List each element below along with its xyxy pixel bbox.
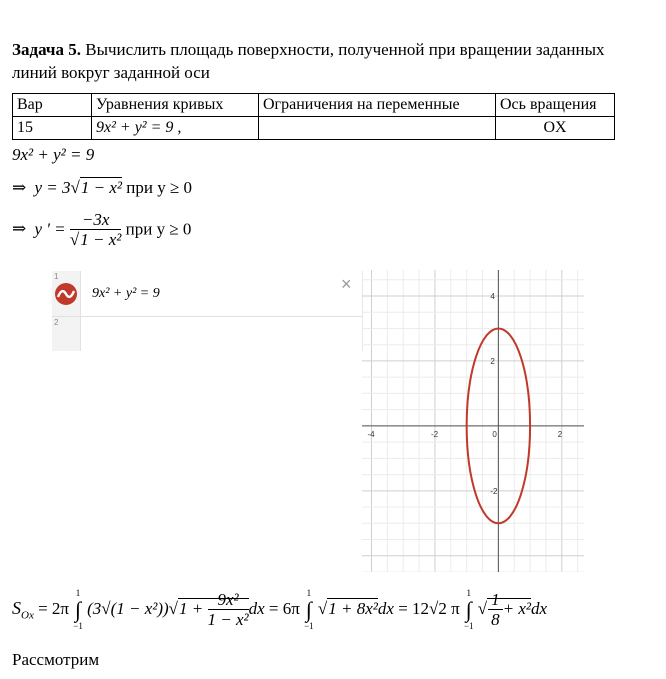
x-tick-label: -4 (367, 429, 375, 439)
integral-factor-2: = 6π (268, 598, 300, 618)
eq3-fraction: $\frac{-3x}{\text{√1 − x²}}$ (69, 210, 122, 249)
surface-integral: $S_{Ox} = 2\pi$ 1 ∫ −1 (3√(1 − x²))√1 + $\frac{\text{9x²}}{\text{1 − x²}}$ dx = 6π 1 ∫ −1 √1 + 8x²dx = 12√2 π 1 ∫ −1 √ $\frac{1}{8}$ + x²dx (12, 588, 548, 631)
row-number-1: 1 (54, 272, 59, 281)
integral-sign-1: 1 ∫ −1 (73, 588, 83, 631)
integral-factor-1: = 2π (38, 598, 69, 618)
equation-2: ⇒ y = 3√1 − x² при y ≥ 0 (12, 178, 193, 197)
y-tick-label: 4 (490, 291, 495, 301)
integrand-2: 1 + 8x² (328, 598, 378, 618)
implies-arrow: ⇒ (12, 219, 27, 239)
header-var: Вар (13, 94, 92, 117)
integral-factor-3: = 12√2 π (398, 598, 460, 618)
cell-limits (259, 117, 496, 140)
integrand-3-fraction: $\frac{1}{8}$ (488, 591, 503, 630)
equation-1: 9x² + y² = 9 (12, 145, 95, 164)
header-curves: Уравнения кривых (92, 94, 259, 117)
expression-divider (52, 316, 362, 317)
expression-panel (52, 271, 363, 351)
cell-curves: 9x² + y² = 9 , (92, 117, 259, 140)
y-tick-label: 2 (490, 356, 495, 366)
eq3-denominator: 1 − x² (80, 230, 122, 249)
x-tick-label: -2 (430, 429, 439, 439)
desmos-logo-icon (54, 282, 78, 306)
x-tick-label: 0 (492, 429, 497, 439)
task-label: Задача 5. (12, 40, 81, 59)
table-row (13, 117, 615, 140)
close-icon[interactable]: × (341, 274, 352, 294)
expression-input[interactable]: 9x² + y² = 9 (92, 286, 160, 301)
cell-var: 15 (13, 117, 92, 140)
eq2-condition: при y ≥ 0 (126, 178, 193, 197)
header-axis: Ось вращения (496, 94, 615, 117)
eq2-lhs: y = 3 (34, 178, 71, 197)
s-subscript: Ox (21, 609, 34, 622)
integral-sign-2: 1 ∫ −1 (304, 588, 314, 631)
eq3-condition: при y ≥ 0 (125, 219, 192, 239)
eq3-lhs: y ' = (34, 219, 66, 239)
integral-sign-3: 1 ∫ −1 (463, 588, 474, 631)
eq2-radicand: 1 − x² (80, 178, 122, 197)
dx-1: dx (248, 598, 265, 618)
integrand-outer: (3√(1 − x²)) (87, 598, 169, 618)
task-table (12, 93, 615, 140)
s-symbol: S (12, 597, 21, 618)
eq3-numerator: −3x (70, 211, 121, 230)
integrand-fraction: $\frac{\text{9x²}}{\text{1 − x²}}$ (207, 589, 249, 629)
graph-area[interactable] (362, 270, 584, 572)
dx-2: dx (377, 598, 394, 618)
y-tick-label: -2 (490, 486, 498, 496)
implies-arrow: ⇒ (12, 178, 27, 197)
header-limits: Ограничения на переменные (259, 94, 496, 117)
row-number-2: 2 (54, 318, 59, 327)
cell-axis: OX (496, 117, 615, 140)
table-header-row (13, 94, 615, 117)
dx-3: dx (531, 598, 548, 618)
footer-text: Рассмотрим (12, 650, 100, 669)
graph-svg (362, 270, 584, 572)
task-statement (12, 38, 612, 84)
equation-3 (12, 211, 191, 250)
task-text: Вычислить площадь поверхности, полученной при вращении заданных линий вокруг заданной оси (12, 40, 605, 82)
x-tick-label: 2 (557, 429, 563, 439)
